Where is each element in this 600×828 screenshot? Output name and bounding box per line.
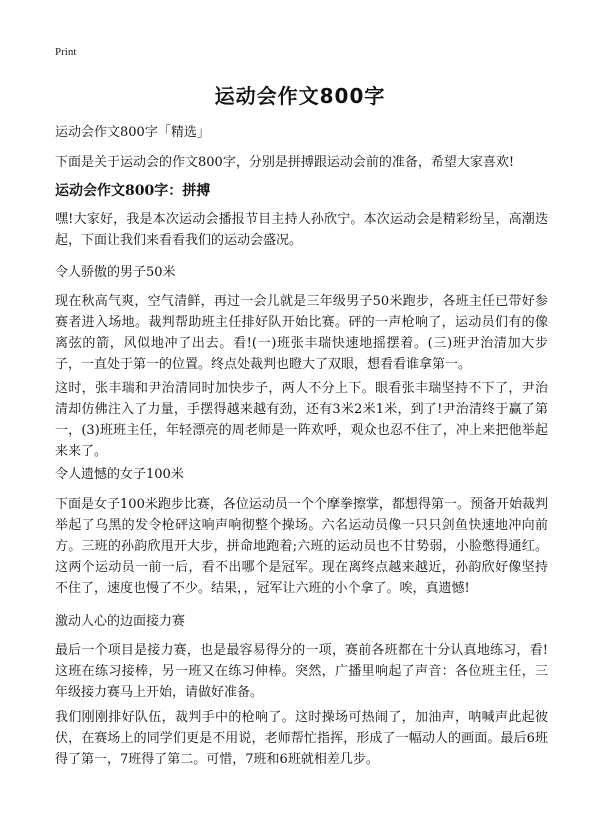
- subtitle: 运动会作文800字「精选」: [55, 125, 210, 140]
- heading-relay: 激动人心的边面接力赛: [55, 614, 186, 629]
- print-label: Print: [55, 46, 77, 58]
- page-title: 运动会作文800字: [214, 84, 386, 108]
- section-heading: 运动会作文800字：拼搏: [55, 183, 211, 199]
- heading-men-50m: 令人骄傲的男子50米: [55, 265, 176, 280]
- paragraph-2: 现在秋高气爽，空气清鲜，再过一会儿就是三年级男子50米跑步，各班主任已带好参赛者进入场地。裁判帮助班主任排好队开始比赛。砰的一声枪响了，运动员们有的像离弦的箭，风似地冲了出去。看!(一)班张丰瑞快速地摇摆着。(三)班尹治清加大步子，一直处于第一的位置。终点处裁判也瞪大了双眼，想看看谁拿第一。: [55, 294, 548, 372]
- paragraph-1: 嘿!大家好，我是本次运动会播报节目主持人孙欣宁。本次运动会是精彩纷呈，高潮迭起，下面让我们来看看我们的运动会盛况。: [55, 212, 548, 248]
- intro-paragraph: 下面是关于运动会的作文800字，分别是拼搏跟运动会前的准备，希望大家喜欢!: [55, 155, 515, 170]
- paragraph-5: 最后一个项目是接力赛，也是最容易得分的一项，赛前各班都在十分认真地练习，看!这班在练习接棒，另一班又在练习伸棒。突然，广播里响起了声音：各位班主任，三年级接力赛马上开始，请做好准备。: [55, 643, 548, 700]
- paragraph-3: 这时，张丰瑞和尹治清同时加快步子，两人不分上下。眼看张丰瑞坚持不下了，尹治清却仿佛注入了力量，手摆得越来越有劲，还有3米2米1米，到了!尹治清终于赢了第一，(3)班班主任，年轻漂亮的周老师是一阵欢呼，观众也忍不住了，冲上来把他举起来来了。: [55, 381, 548, 459]
- paragraph-4: 下面是女子100米跑步比赛，各位运动员一个个摩拳擦掌，都想得第一。预备开始裁判举起了乌黑的发令枪砰这响声响彻整个操场。六名运动员像一只只剑鱼快速地冲向前方。三班的孙韵欣甩开大步，拼命地跑着;六班的运动员也不甘势弱，小脸憋得通红。这两个运动员一前一后，看不出哪个是冠军。现在离终点越来越近，孙韵欣好像坚持不住了，速度也慢了不少。结果，，冠军让六班的小个拿了。唉，真遗憾!: [55, 497, 548, 596]
- paragraph-6: 我们刚刚排好队伍，裁判手中的枪响了。这时操场可热闹了，加油声，呐喊声此起彼伏，在赛场上的同学们更是不用说，老师帮忙指挥，形成了一幅动人的画面。最后6班得了第一，7班得了第二。可惜，7班和6班就相差几步。: [55, 710, 548, 767]
- heading-women-100m: 令人遗憾的女子100米: [55, 467, 184, 482]
